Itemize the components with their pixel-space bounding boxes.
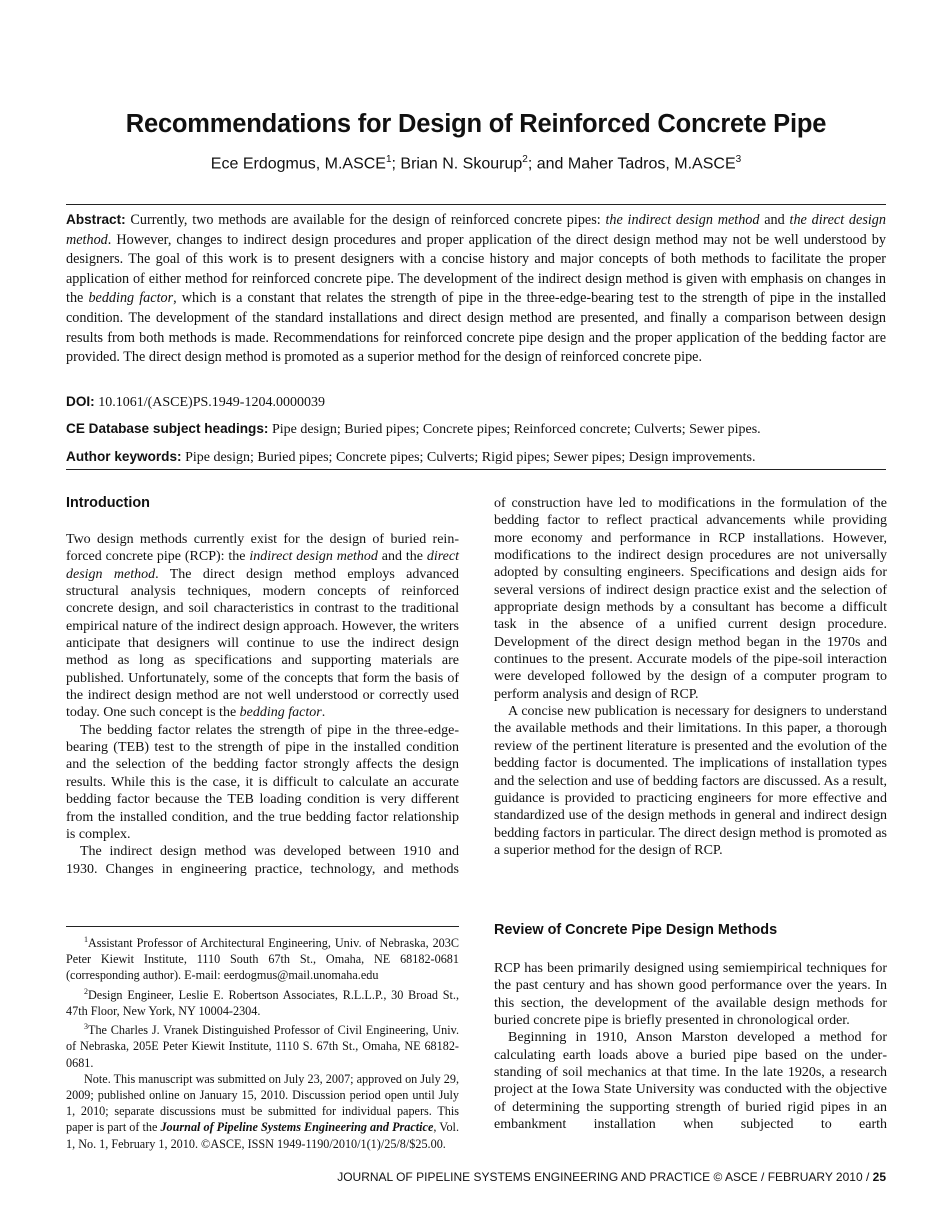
doi — [66, 394, 886, 411]
text-run: . The direct design method employs advanced structural analysis techniques, modern concepts of reinforced concrete design, and soil characteristics in contrast to the traditional empirical nature of the indirect design approach. However, the writers anticipate that designers will continue to use the indirect design method as long as specifications and supporting materials are published. Unfortunately, some of the concepts that form the basis of the indirect design method are not well understood or correctly used today. One such concept is the — [66, 566, 459, 721]
left-column — [66, 531, 459, 878]
text-run: Currently, two methods are available for the design of reinforced concrete pipes: — [125, 212, 606, 228]
page-footer — [337, 1170, 886, 1184]
footnote-marker: 1 — [84, 935, 88, 944]
text-run: of construction have led to modifications in the formulation of the bedding factor to reflect practical advancements while providing more economy and performance in RCP installations. However, modifications to the indirect design procedures are not universally adopted by consulting engineers. Specifications and design aids for several versions of indirect design practice exist and the selection of appropriate design methods by a consultant has become a difficult task in the absence of a unified current design procedure. Development of the direct design method began in the 1970s and continues to the present. Accurate models of the pipe-soil interaction were developed followed by the design of a computer program to perform analysis and design of RCP. — [494, 496, 887, 702]
emphasis-text: the indirect design method — [605, 212, 760, 228]
emphasis-text: indirect design method — [249, 549, 378, 565]
subject-headings-label: CE Database subject headings: — [66, 421, 269, 436]
footnote-text: Assistant Professor of Architectural Engineering, Univ. of Nebraska, 203C Peter Kiewit Institute, 1110 South 67th St., Omaha, NE 68182-0681 (corresponding author). E-mail: eerdogmus@mail.unomaha.edu — [66, 936, 459, 983]
footnote — [66, 984, 459, 1019]
divider — [66, 469, 886, 470]
author-list — [0, 154, 952, 173]
author: Ece Erdogmus, M.ASCE — [210, 155, 386, 173]
affiliation-marker: 3 — [735, 154, 742, 165]
footnote — [66, 1019, 459, 1071]
text-run: Note. This manuscript was submitted on July 23, 2007; approved on July 29, 2009; published online on January 15, 2010. Discussion period open until July 1, 2010; separate discussions must be submitted for individual papers. This paper is part of the — [66, 1071, 459, 1135]
paragraph — [494, 1029, 887, 1133]
right-column-review — [494, 960, 887, 1133]
page-number: 25 — [872, 1170, 886, 1184]
abstract-text — [66, 212, 886, 365]
footnote-marker: 3 — [84, 1022, 88, 1032]
emphasis-text: the direct design method — [66, 212, 886, 248]
affiliation-marker: 2 — [522, 154, 528, 165]
author-keywords — [66, 449, 886, 466]
doi-value: 10.1061/(ASCE)PS.1949-1204.0000039 — [94, 395, 325, 410]
footnote-text: Design Engineer, Leslie E. Robertson Associates, R.L.L.P., 30 Broad St., 47th Floor, New York, NY 10004-2304. — [66, 987, 459, 1018]
author: Maher Tadros, M.ASCE — [567, 155, 736, 173]
emphasis-text: Journal of Pipeline Systems Engineering and Practice — [160, 1120, 434, 1135]
abstract — [66, 210, 886, 368]
subject-headings — [66, 421, 886, 438]
text-run: The indirect design method was developed between 1910 and 1930. Changes in engineering practice, technology, and methods — [66, 844, 459, 877]
paragraph — [66, 531, 459, 722]
text-run: and the — [377, 549, 427, 565]
paper-title: Recommendations for Design of Reinforced Concrete Pipe — [125, 110, 827, 138]
text-run: RCP has been primarily designed using semiempirical techniques for the past century and has shown good performance over the years. In this section, the development of the available design methods for buried concrete pipe is briefly presented in chronological order. — [494, 961, 887, 1029]
text-run: A concise new publication is necessary for designers to understand the available methods and their limitations. In this paper, a thorough review of the pertinent literature is presented and the evolution of the bedding factor is documented. The implications of installation types and the selection and use of bedding factors are discussed. As a result, guidance is provided to practicing engineers for more effective and standardized use of the design methods in general and indirect design bedding factors in particular. The direct design method is promoted as a superior method for the design of RCP. — [494, 704, 887, 858]
text-run: and — [759, 212, 790, 228]
paragraph — [494, 703, 887, 859]
keywords-value: Pipe design; Buried pipes; Concrete pipes; Culverts; Rigid pipes; Sewer pipes; Design improvements. — [181, 450, 756, 465]
text-run: The bedding factor relates the strength of pipe in the three-edge-bearing (TEB) test to the strength of pipe in the installed condition and the selection of the bedding factor strongly affects the design results. While this is the case, it is difficult to calculate an accurate bedding factor because the TEB loading condition is very different from the installed condition, and the true bedding factor relationship is complex. — [66, 722, 459, 842]
journal-footer: JOURNAL OF PIPELINE SYSTEMS ENGINEERING AND PRACTICE © ASCE / FEBRUARY 2010 / — [337, 1170, 873, 1184]
section-heading-introduction: Introduction — [66, 495, 150, 511]
text-run: . — [321, 705, 326, 721]
emphasis-text: bedding factor — [88, 290, 174, 307]
divider — [66, 204, 886, 205]
author-separator: ; and — [527, 155, 568, 173]
keywords-label: Author keywords: — [66, 449, 182, 464]
footnotes — [66, 932, 459, 1152]
right-column — [494, 495, 887, 859]
footnote-text: The Charles J. Vranek Distinguished Professor of Civil Engineering, Univ. of Nebraska, 205E Peter Kiewit Institute, 1110 S. 67th St., Omaha, NE 68182-0681. — [66, 1023, 459, 1070]
doi-label: DOI: — [66, 394, 95, 409]
manuscript-note — [66, 1071, 459, 1152]
text-run: , Vol. 1, No. 1, February 1, 2010. ©ASCE, ISSN 1949-1190/2010/1(1)/25/8/$25.00. — [66, 1120, 459, 1151]
text-run: , which is a constant that relates the strength of pipe in the three-edge-bearing test to the strength of pipe in the installed condition. The development of the standard installations and direct design method are presented, and finally a comparison between design results from both methods is made. Recommendations for reinforced concrete pipe design and the proper application of the bedding factor are provided. The direct design method is promoted as a superior method for the design of reinforced concrete pipe. — [66, 290, 886, 366]
emphasis-text: direct design method — [66, 549, 459, 582]
paragraph — [66, 722, 459, 843]
text-run: Two design methods currently exist for the design of buried reinforced concrete pipe (RCP): the — [66, 532, 459, 565]
paragraph — [494, 960, 887, 1029]
subject-headings-value: Pipe design; Buried pipes; Concrete pipes; Reinforced concrete; Culverts; Sewer pipes. — [268, 422, 761, 437]
emphasis-text: bedding factor — [239, 705, 322, 721]
text-run: . However, changes to indirect design procedures and proper application of the direct design method may not be well understood by designers. The goal of this work is to present designers with a concise history and major concepts of both methods to facilitate the proper application of either method for reinforced concrete pipe. The development of the indirect design method is given with emphasis on changes in the — [66, 231, 886, 307]
footnote-marker: 2 — [84, 986, 88, 996]
paragraph — [66, 843, 459, 878]
section-heading-review: Review of Concrete Pipe Design Methods — [494, 922, 778, 938]
footnote — [66, 932, 459, 984]
paragraph — [494, 495, 887, 703]
author-separator: ; — [391, 155, 401, 173]
affiliation-marker: 1 — [385, 154, 392, 165]
text-run: Beginning in 1910, Anson Marston developed a method for calculating earth loads above a buried pipe based on the understanding of soil mechanics at that time. In the late 1920s, a research project at the Iowa State University was conducted with the objective of determining the supporting strength of buried rigid pipes in an embankment installation when subjected to earth — [494, 1030, 887, 1133]
footnote-divider — [66, 926, 459, 927]
author: Brian N. Skourup — [400, 155, 523, 173]
abstract-label: Abstract: — [66, 212, 126, 227]
